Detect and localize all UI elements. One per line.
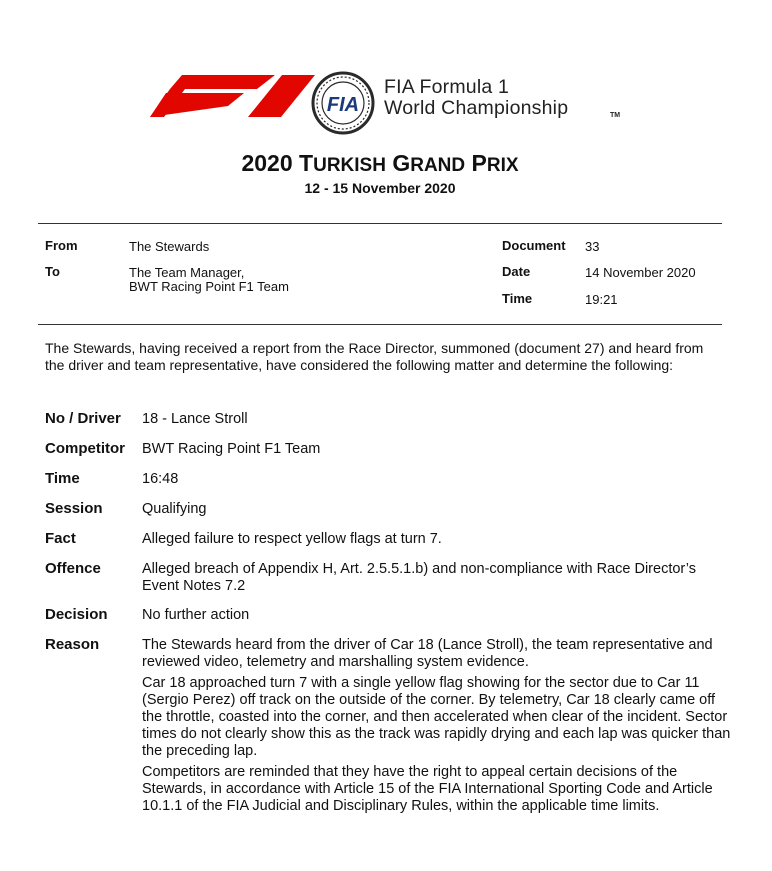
trademark-mark: TM xyxy=(610,112,621,119)
session-value: Qualifying xyxy=(142,501,207,517)
event-title-year: 2020 xyxy=(241,150,293,176)
date-value: 14 November 2020 xyxy=(585,265,696,280)
fia-badge-icon xyxy=(311,71,375,135)
reason-paragraph: Competitors are reminded that they have the right to appeal certain decisions of the Stewards, in accordance with Article 15 of the FIA International Sporting Code and Article 10.1.1 of the FIA Judicial and Disciplinary Rules, within the applicable time limits. xyxy=(142,764,713,814)
time-label: Time xyxy=(502,291,533,306)
no-driver-value: 18 - Lance Stroll xyxy=(142,411,248,427)
incident-time-value: 16:48 xyxy=(142,471,179,487)
fia-badge-text: FIA xyxy=(326,94,360,116)
decision-value: No further action xyxy=(142,607,250,623)
to-label: To xyxy=(45,264,60,279)
divider-top xyxy=(38,223,722,224)
event-title xyxy=(0,150,760,177)
offence-label: Offence xyxy=(45,560,101,577)
document-header xyxy=(0,0,772,140)
competitor-label: Competitor xyxy=(45,440,125,457)
reason-paragraph: Car 18 approached turn 7 with a single yellow flag showing for the sector due to Car 11 (Sergio Perez) off track on the outside of the corner. By telemetry, Car 18 clearly came off the throttle, coasted into the corner, and then accelerated when clear of the incident. Sector times do not clearly show this as the track was rapidly drying and each lap was quicker than the preceding lap. xyxy=(142,675,731,759)
event-dates: 12 - 15 November 2020 xyxy=(304,180,456,196)
f1-logo-icon xyxy=(150,75,315,117)
from-value: The Stewards xyxy=(129,239,210,254)
event-title-word-3: PRIX xyxy=(471,150,519,176)
reason-label: Reason xyxy=(45,636,100,653)
no-driver-label: No / Driver xyxy=(45,410,121,427)
intro-paragraph: The Stewards, having received a report from the Race Director, summoned (document 27) and heard from the driver and team representative, have considered the following matter and determine the following: xyxy=(45,340,704,373)
to-value-line-2: BWT Racing Point F1 Team xyxy=(129,279,289,294)
reason-body xyxy=(142,637,732,819)
incident-time-label: Time xyxy=(45,470,80,487)
event-title-word-2: GRAND xyxy=(392,150,466,176)
reason-paragraph: The Stewards heard from the driver of Car 18 (Lance Stroll), the team representative and reviewed video, telemetry and marshalling system evidence. xyxy=(142,637,713,670)
divider-bottom xyxy=(38,324,722,325)
from-label: From xyxy=(45,238,78,253)
decision-label: Decision xyxy=(45,606,108,623)
document-value: 33 xyxy=(585,239,600,254)
date-label: Date xyxy=(502,264,531,279)
time-value: 19:21 xyxy=(585,292,618,307)
f1-logo-top-bar xyxy=(170,75,275,89)
session-label: Session xyxy=(45,500,103,517)
event-title-word-1: TURKISH xyxy=(299,150,386,176)
brand-line-1: FIA Formula 1 xyxy=(384,76,510,98)
brand-line-2: World Championship xyxy=(384,97,569,119)
fact-value: Alleged failure to respect yellow flags at turn 7. xyxy=(142,531,442,547)
to-value-line-1: The Team Manager, xyxy=(129,265,245,280)
offence-value: Alleged breach of Appendix H, Art. 2.5.5.1.b) and non-compliance with Race Director’s Event Notes 7.2 xyxy=(142,561,696,594)
competitor-value: BWT Racing Point F1 Team xyxy=(142,441,321,457)
fact-label: Fact xyxy=(45,530,76,547)
document-label: Document xyxy=(502,238,566,253)
